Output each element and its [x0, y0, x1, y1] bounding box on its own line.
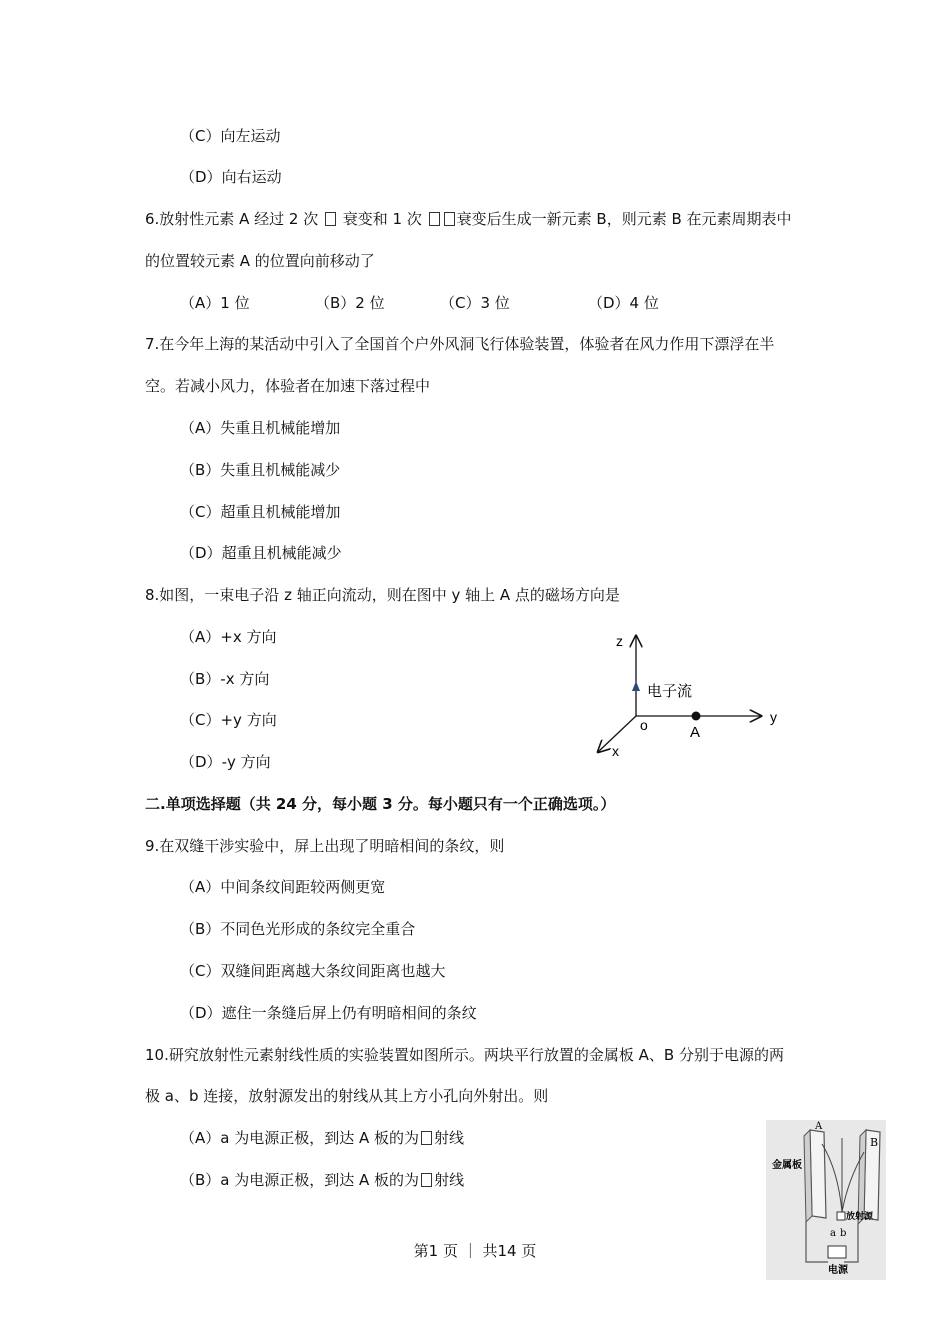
plate-a-label: A	[815, 1121, 823, 1132]
point-a-label: A	[690, 724, 701, 741]
option-text-tail: 射线	[434, 1171, 465, 1189]
q6-option-c: （C）3 位	[440, 294, 510, 312]
q9-option-a	[180, 877, 385, 897]
option-label: （C）	[180, 127, 221, 145]
missing-glyph-box	[421, 1173, 432, 1187]
option-text-tail: 射线	[434, 1129, 465, 1147]
electron-beam-label: 电子流	[647, 682, 693, 700]
metal-plate-a	[810, 1130, 826, 1218]
option-text: -x 方向	[220, 670, 270, 688]
q10-option-a	[180, 1128, 464, 1148]
q10-stem-line2: 极 a、b 连接，放射源发出的射线从其上方小孔向外射出。则	[145, 1087, 549, 1105]
option-label: （B）	[180, 1171, 221, 1189]
q8-stem: 8.如图，一束电子沿 z 轴正向流动，则在图中 y 轴上 A 点的磁场方向是	[145, 586, 620, 604]
option-text: -y 方向	[221, 753, 271, 771]
q9-option-c	[180, 961, 446, 981]
power-supply-label: 电源	[828, 1265, 848, 1276]
q8-option-d	[180, 752, 271, 772]
option-text: 向右运动	[221, 168, 282, 186]
option-text: 双缝间距离越大条纹间距离也越大	[220, 962, 446, 980]
section-heading: 二.单项选择题（共 24 分，每小题 3 分。每小题只有一个正确选项。）	[145, 795, 616, 813]
q7-option-a	[180, 418, 340, 438]
x-axis-label: x	[612, 743, 619, 759]
q8-option-c	[180, 710, 277, 730]
option-text: +x 方向	[220, 628, 277, 646]
option-label: （C）	[180, 962, 221, 980]
missing-glyph-box	[444, 212, 455, 226]
q6-option-d: （D）4 位	[588, 294, 659, 312]
plate-b-label: B	[870, 1136, 879, 1149]
option-text: a 为电源正极，到达 A 板的为	[220, 1129, 420, 1147]
option-text: 超重且机械能减少	[221, 544, 342, 562]
q10-option-b	[180, 1170, 464, 1190]
option-label: （D）	[180, 1004, 222, 1022]
option-text: 中间条纹间距较两侧更宽	[220, 878, 386, 896]
q8-option-b	[180, 669, 269, 689]
q7-option-c	[180, 502, 341, 522]
q6-option-a: （A）1 位	[180, 294, 250, 312]
radiation-source-box	[837, 1212, 845, 1220]
option-label: （C）	[180, 503, 221, 521]
option-text: 失重且机械能增加	[220, 419, 341, 437]
q5-option-d	[180, 167, 282, 187]
missing-glyph-box	[429, 212, 440, 226]
option-label: （D）	[180, 168, 222, 186]
z-axis-label: z	[616, 633, 623, 649]
metal-plate-a-side	[804, 1130, 812, 1222]
q6-option-b: （B）2 位	[315, 294, 385, 312]
terminal-a-label: a	[830, 1228, 836, 1239]
q7-option-b	[180, 460, 340, 480]
option-text: 遮住一条缝后屏上仍有明暗相间的条纹	[221, 1004, 477, 1022]
coordinate-axes-figure	[585, 628, 795, 763]
q5-option-c	[180, 126, 281, 146]
q8-option-a	[180, 627, 276, 647]
option-label: （D）	[180, 753, 222, 771]
missing-glyph-box	[421, 1131, 432, 1145]
option-label: （B）	[180, 670, 221, 688]
origin-label: o	[640, 717, 648, 733]
option-label: （A）	[180, 628, 221, 646]
q9-option-d	[180, 1003, 477, 1023]
y-axis-label: y	[770, 709, 777, 725]
q6-stem-line1	[145, 209, 792, 229]
option-label: （A）	[180, 878, 221, 896]
radiation-source-label: 放射源	[846, 1212, 874, 1222]
q6-text-a: 6.放射性元素 A 经过 2 次	[145, 210, 319, 228]
option-text: +y 方向	[220, 711, 277, 729]
q7-stem-line1: 7.在今年上海的某活动中引入了全国首个户外风洞飞行体验装置，体验者在风力作用下漂浮在半	[145, 335, 775, 353]
point-a-dot	[692, 712, 701, 721]
q7-option-d	[180, 543, 342, 563]
option-text: 向左运动	[220, 127, 281, 145]
terminal-b-label: b	[840, 1228, 847, 1239]
option-label: （D）	[180, 544, 222, 562]
q9-stem: 9.在双缝干涉实验中，屏上出现了明暗相间的条纹，则	[145, 837, 505, 855]
option-text: 不同色光形成的条纹完全重合	[220, 920, 416, 938]
q6-text-b: 衰变和 1 次	[342, 210, 422, 228]
option-label: （C）	[180, 711, 221, 729]
option-label: （A）	[180, 419, 221, 437]
q7-stem-line2: 空。若减小风力，体验者在加速下落过程中	[145, 377, 431, 395]
q6-stem-line2: 的位置较元素 A 的位置向前移动了	[145, 252, 375, 270]
page-footer: 第1 页 ｜ 共14 页	[413, 1242, 537, 1260]
option-label: （B）	[180, 461, 221, 479]
option-label: （A）	[180, 1129, 221, 1147]
option-label: （B）	[180, 920, 221, 938]
electron-beam-arrow-icon	[632, 681, 640, 691]
option-text: 超重且机械能增加	[220, 503, 341, 521]
metal-plate-label: 金属板	[772, 1160, 802, 1171]
q10-stem-line1: 10.研究放射性元素射线性质的实验装置如图所示。两块平行放置的金属板 A、B 分别于电源的两	[145, 1046, 784, 1064]
missing-glyph-box	[325, 212, 336, 226]
option-text: a 为电源正极，到达 A 板的为	[220, 1171, 420, 1189]
option-text: 失重且机械能减少	[220, 461, 341, 479]
q9-option-b	[180, 919, 415, 939]
q6-text-c: 衰变后生成一新元素 B，则元素 B 在元素周期表中	[456, 210, 792, 228]
